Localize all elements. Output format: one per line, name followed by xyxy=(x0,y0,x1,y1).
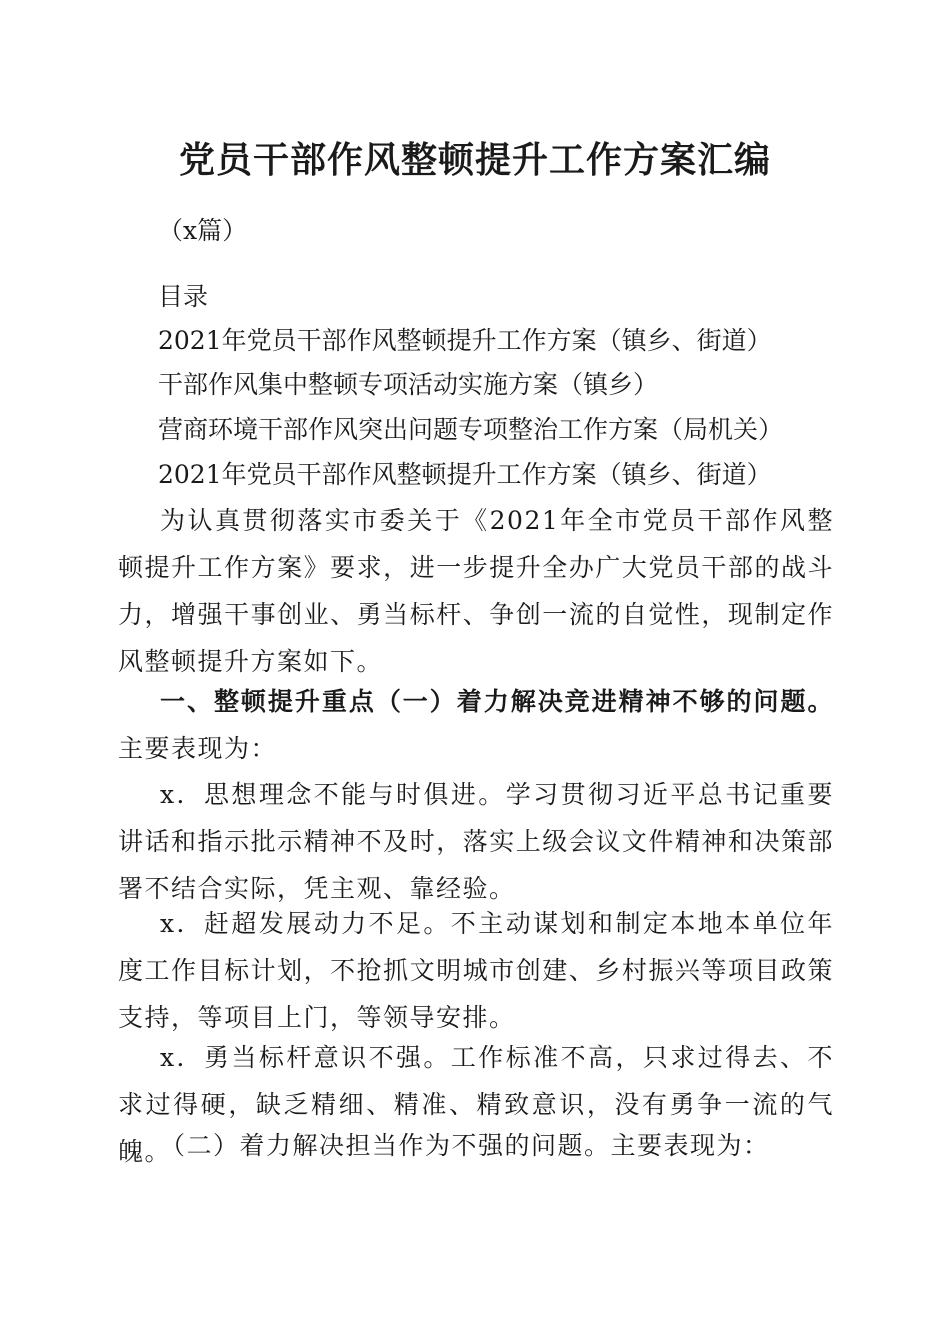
toc-item: 营商环境干部作风突出问题专项整治工作方案（局机关） xyxy=(158,415,784,444)
toc-heading: 目录 xyxy=(158,282,209,311)
heading-one xyxy=(118,678,834,772)
toc-item: 2021年党员干部作风整顿提升工作方案（镇乡、街道） xyxy=(158,326,772,355)
toc-item: 干部作风集中整顿专项活动实施方案（镇乡） xyxy=(158,370,659,399)
list-item: x．勇当标杆意识不强。工作标准不高，只求过得去、不求过得硬，缺乏精细、精准、精致意识，没有勇争一流的气魄。 xyxy=(118,1043,834,1166)
count-note: （x篇） xyxy=(158,216,248,245)
list-item: x．赶超发展动力不足。不主动谋划和制定本地本单位年度工作目标计划，不抢抓文明城市创建、乡村振兴等项目政策支持，等项目上门，等领导安排。 xyxy=(118,909,834,1032)
intro-paragraph: 为认真贯彻落实市委关于《2021年全市党员干部作风整顿提升工作方案》要求，进一步提升全办广大党员干部的战斗力，增强干事创业、勇当标杆、争创一流的自觉性，现制定作风整顿提升方案如下。 xyxy=(118,506,834,676)
heading-one-bold: 一、整顿提升重点（一）着力解决竞进精神不够的问题。 xyxy=(160,687,834,716)
heading-one-rest: 主要表现为： xyxy=(118,734,278,763)
heading-two: （二）着力解决担当作为不强的问题。主要表现为： xyxy=(160,1131,770,1160)
list-item: x．思想理念不能与时俱进。学习贯彻习近平总书记重要讲话和指示批示精神不及时，落实上级会议文件精神和决策部署不结合实际，凭主观、靠经验。 xyxy=(118,780,834,903)
section-title: 2021年党员干部作风整顿提升工作方案（镇乡、街道） xyxy=(158,460,772,489)
document-title: 党员干部作风整顿提升工作方案汇编 xyxy=(178,139,771,181)
